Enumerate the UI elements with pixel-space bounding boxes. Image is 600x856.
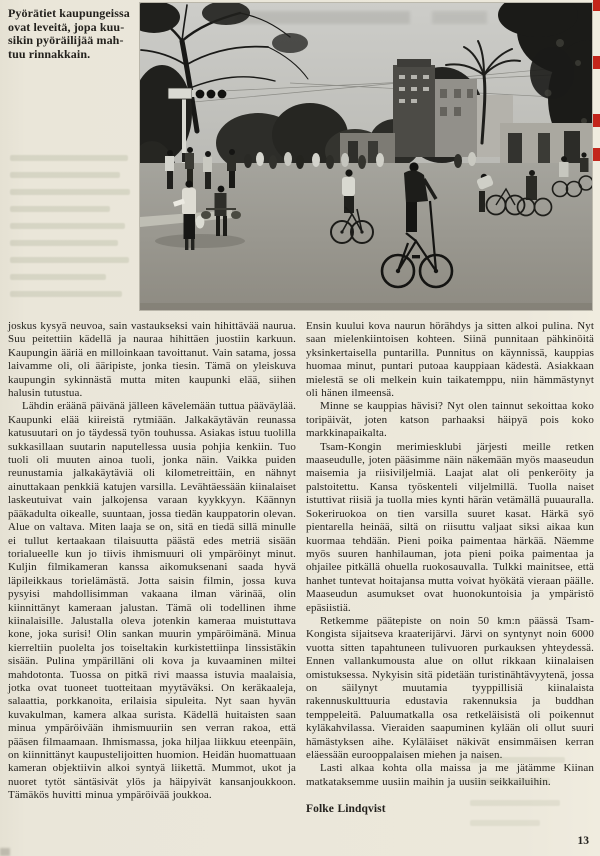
bleed-through-line (10, 172, 120, 178)
photo-caption (8, 7, 135, 61)
caption-line: tuu rinnakkain. (8, 46, 91, 61)
photo-bleed-smudge (235, 11, 410, 24)
bleed-through-line (10, 291, 122, 297)
caption-line: sikin pyöräilijää mah- (8, 33, 124, 48)
red-edge-mark (593, 0, 600, 11)
red-edge-mark (593, 114, 600, 127)
bleed-through-line (10, 206, 110, 212)
page-number: 13 (577, 835, 589, 847)
bleed-through-line (10, 155, 128, 161)
paragraph: Minne se kauppias hävisi? Nyt olen tainnut sekoittaa koko toripäivät, joten katson parhaaksi häipyä pois koko markkinapaikalta. (306, 400, 594, 440)
paragraph: Ensin kuului kova naurun hörähdys ja sitten alkoi pulina. Nyt saan mielenkiintoisen kohteen. Siinä punnitaan pähkinöitä yksinkertaisella puntarilla. Punnitus on käynnissä, kauppias huomaa minut, puntari putoaa kauppiaan kädestä. Asiakkaan mielestä se oli melkein kuin taikatemppu, niin hämmästynyt oli hänen ilmeensä. (306, 320, 594, 400)
caption-line: ovat leveitä, jopa kuu- (8, 19, 125, 34)
road-edge (140, 303, 592, 310)
paragraph: joskus kysyä neuvoa, sain vastaukseksi vain hihittävää naurua. Suu peitettiin kädellä ja nauraa hihittäen juostiin karkuun. Kaupungin ääriä en milloinkaan tavoittanut. Vain satama, jossa laivamme oli, oli ääripiste, jonka tiesin. Tämä on yleiskuva kaupungin sykinnästä mutta miten kaupunki elää, siihen halusin tutustua. (8, 320, 296, 400)
red-edge-mark (593, 148, 600, 161)
bleed-through-line (10, 274, 106, 280)
paragraph: Lähdin eräänä päivänä jälleen kävelemään tuttua pääväylää. Kaupunki elää kiireistä rytmiään. Jalkakäytävän reunassa katusuutari on jo täydessä työn touhussa. Asiakas istuu tuolilla sukkasillaan suutarin naputellessa uusia pohjia kenkiin. Tuo tuoli oli muuten ainoa tuoli, jonka näin. Vaikka puiden reunustamia jalkakäytäviä oli kilometreittäin, en nähnyt ainuttakaan penkkiä katujen varsilla. Levähtäessään kiinalaiset laskeutuivat vain jalkojensa varaan kyykkyyn. Käännyn pääkadulta oikealle, suuntaan, jossa tiedän kauppatorin olevan. Alue on valtava. Miten laaja se on, sitä en tiedä sillä minulle ei tullut kertaakaan tilaisuutta päästä edes metriä sisään torialueelle kun jo tiivis ihmismuuri oli ympäröinyt minut. Kuljin filmikameran kanssa aikomuksenani saada hyvä läpileikkaus torielämästä. Jotta saisin filmin, jossa kuva pysyisi mahdollisimman vakaana ilman värinää, olin kiinnittänyt kameraan jalustan. Tämä oli todellinen ihme kiinalaisille. Jalustalla oleva jotenkin kameraa muistuttava kone, joka surisi! Olin sankan muurin ympäröimänä. Minua kierreltiin puolelta jos toiseltakin kurkistettiinpa linssistäkin sisään. Pulina ympärilläni oli kova ja kuvaaminen miltei mahdotonta. Tuossa on pitkä rivi maassa istuvia maalaisia, jotka ovat tuoneet tuotteitaan myytäväksi. On keräkaaleja, salaattia, porkkanoita, erilaisia sipuleita. Nyt saan hyvän kuvakulman, kamera alkaa surista. Kädellä huitaisten saan minua ympäröivään ihmismuuriin sen verran rakoa, että pääsen filmaamaan. Ihmismassa, joka hiljaa liikkuu eteenpäin, on kiinnittänyt kaupustelijoitten huomion. Heidän huomattuaan kameran objektiivin alkoi syntyä liikettä. Mummot, ukot ja nuoret tytöt säntäsivät ylös ja häipyivät kansanjoukkoon. Tämäkös huvitti minua ympäröivää joukkoa. (8, 400, 296, 802)
bleed-through-line (10, 240, 118, 246)
paragraph: Retkemme päätepiste on noin 50 km:n päässä Tsam-Kongista sijaitseva kraaterijärvi. Järvi on syntynyt noin 6000 vuotta sitten tapahtuneen tulivuoren purkauksen yhteydessä. Ennen vallankumousta alue on ollut rikkaan kiinalaisen omistuksessa. Nykyisin sitä pidetään turistinähtävyytenä, jossa on säilynyt muutamia tyyppillisiä kiinalaista rakennuskulttuuria edustavia rakennuksia ja buddhan temppeleitä. Paluumatkalla osa retkeläisistä oli poikennut kyläkahvilassa. Vieraiden saapuminen kylään oli ollut suuri hämästyksen aihe. Kyläläiset näkivät ensimmäisen kerran eläessään eurooppalaisen miehen ja naisen. (306, 614, 594, 761)
article-body (8, 320, 594, 817)
bleed-through-line (470, 800, 560, 806)
bleed-through-line (470, 778, 550, 784)
scan-smudge (0, 848, 10, 856)
street-photo (140, 3, 592, 310)
bleed-through-line (470, 757, 565, 763)
bleed-through-line (10, 257, 129, 263)
photo-bleed-smudge (432, 11, 487, 24)
paragraph: Lasti alkaa kohta olla maissa ja me jätämme Kiinan matkataksemme uusiin maihin ja uusiin seikkailuihin. (306, 762, 594, 788)
bleed-through-line (470, 820, 540, 826)
bleed-through-line (10, 223, 125, 229)
right-column (306, 320, 594, 817)
paragraph: Tsam-Kongin merimiesklubi järjesti meille retken maaseudulle, joten pääsimme näin näkemään myös maaseudun maisemia ja riisiviljelmiä. Laajat alat oli penkeröity ja palstoitettu. Kansa työskenteli viljelmillä. Tuolla naiset istuttivat riisiä ja tuolla mies kynti härän vetämällä puuauralla. Sokeriruokoa on tien varsilla suuret kasat. Härkä syö pientarella heinää, siltä on riisuttu valjaat siksi aikaa kun kuormaa tehdään. Pieni poika paimentaa härkää. Näemme myös suuren hanhilauman, jota pieni poika paimentaa ja ohjailee pitkällä ohuella ruokosauvalla. Tulkki mainitsee, että hanhet tuntevat hoitajansa mutta voivat hyökätä vieraan päälle. Maaseudun asumukset ovat huonokuntoisia ja ympäristö epäsiistiä. (306, 440, 594, 614)
author-signature: Folke Lindqvist (306, 803, 386, 816)
road-shadow (155, 234, 245, 248)
left-column (8, 320, 296, 817)
red-edge-mark (593, 56, 600, 69)
bleed-through-line (10, 189, 130, 195)
caption-line: Pyörätiet kaupungeissa (8, 6, 130, 20)
